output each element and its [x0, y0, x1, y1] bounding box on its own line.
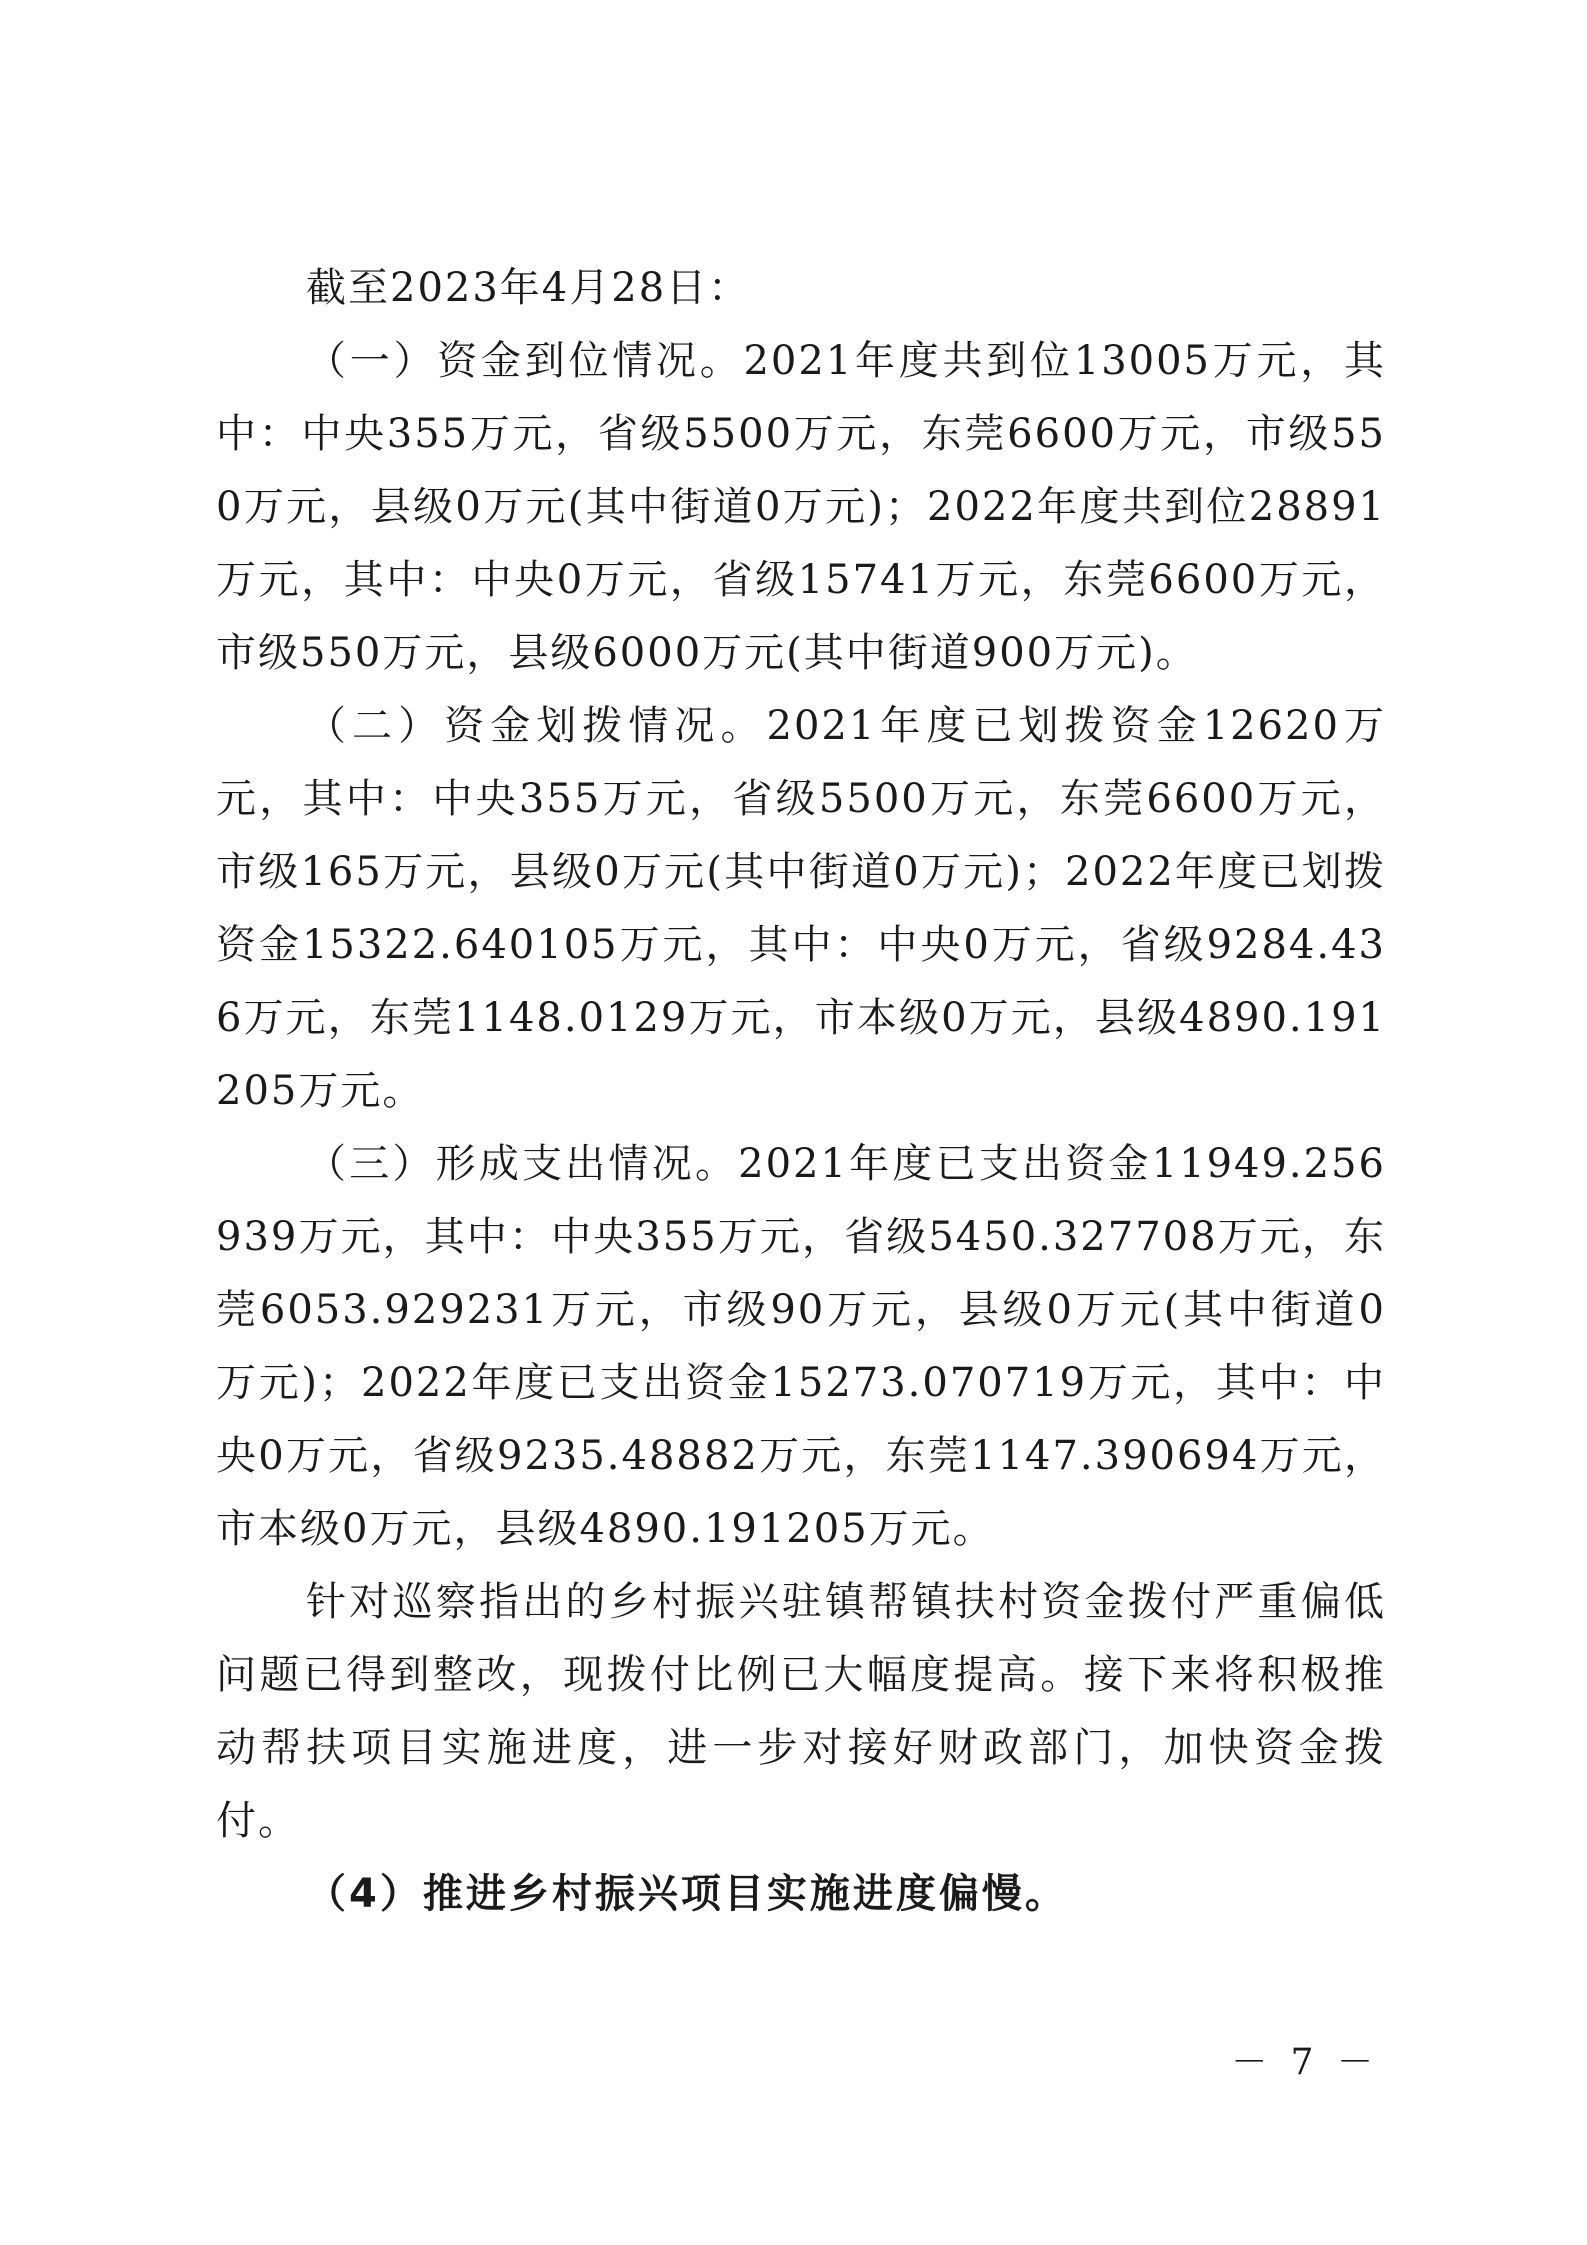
expenditure-paragraph: （三）形成支出情况。2021年度已支出资金11949.256939万元，其中：中央355万元，省级5450.327708万元，东莞6053.929231万元，市级90万元，县级0万元(其中街道0万元)；2022年度已支出资金15273.070719万元，其中：中央0万元，省级9235.48882万元，东莞1147.390694万元，市本级0万元，县级4890.191205万元。: [216, 1141, 1386, 1552]
document-body: [216, 252, 1386, 1931]
funds-allocation-paragraph: （二）资金划拨情况。2021年度已划拨资金12620万元，其中：中央355万元，省级5500万元，东莞6600万元，市级165万元，县级0万元(其中街道0万元)；2022年度已划拨资金15322.640105万元，其中：中央0万元，省级9284.436万元，东莞1148.0129万元，市本级0万元，县级4890.191205万元。: [216, 703, 1386, 1114]
rectification-paragraph: 针对巡察指出的乡村振兴驻镇帮镇扶村资金拨付严重偏低问题已得到整改，现拨付比例已大幅度提高。接下来将积极推动帮扶项目实施进度，进一步对接好财政部门，加快资金拨付。: [216, 1579, 1386, 1844]
section-heading: （4）推进乡村振兴项目实施进度偏慢。: [306, 1871, 1068, 1917]
date-paragraph: 截至2023年4月28日：: [306, 265, 751, 311]
page-number: － 7 －: [1231, 2042, 1379, 2083]
funds-arrival-paragraph: （一）资金到位情况。2021年度共到位13005万元，其中：中央355万元，省级5500万元，东莞6600万元，市级550万元，县级0万元(其中街道0万元)；2022年度共到位28891万元，其中：中央0万元，省级15741万元，东莞6600万元，市级550万元，县级6000万元(其中街道900万元)。: [216, 338, 1386, 676]
